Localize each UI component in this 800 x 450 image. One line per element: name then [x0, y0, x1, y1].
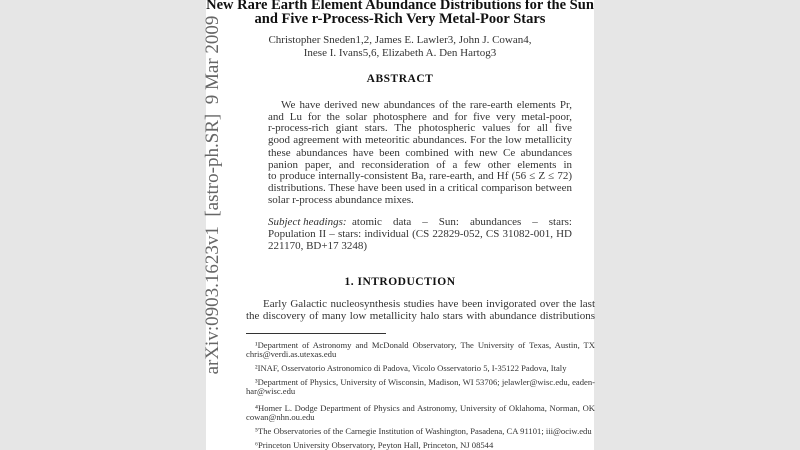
- abstract-line: good agreement with meteoritic abundances. For the low metallicity: [268, 134, 572, 146]
- abstract-line: panion paper, and reconsideration of a few other elements in: [268, 159, 572, 171]
- footnote: ³Department of Physics, University of Wisconsin, Madison, WI 53706; jelawler@wisc.edu, eaden-: [255, 377, 595, 387]
- footnote: ¹Department of Astronomy and McDonald Observatory, The University of Texas, Austin, TX: [255, 340, 595, 350]
- footnote-rule: [246, 333, 386, 334]
- abstract-heading: ABSTRACT: [366, 73, 434, 85]
- footnote: ²INAF, Osservatorio Astronomico di Padova, Vicolo Osservatorio 5, I-35122 Padova, Italy: [255, 363, 567, 373]
- section-heading: 1. INTRODUCTION: [344, 276, 456, 288]
- subject-headings-label: Subject headings:: [268, 216, 347, 228]
- authors-line-1: Christopher Sneden1,2, James E. Lawler3, John J. Cowan4,: [268, 34, 532, 46]
- paper-title-line-1: New Rare Earth Element Abundance Distributions for the Sun: [206, 0, 594, 13]
- subject-headings-line: atomic data – Sun: abundances – stars:: [352, 216, 572, 228]
- footnote: ⁵The Observatories of the Carnegie Institution of Washington, Pasadena, CA 91101; iii@ociw.edu: [255, 426, 592, 436]
- abstract-line: and Lu for the solar photosphere and for five very metal-poor,: [268, 111, 572, 123]
- subject-headings-line: Population II – stars: individual (CS 22829-052, CS 31082-001, HD: [268, 228, 572, 240]
- arxiv-stamp: arXiv:0903.1623v1 [astro-ph.SR] 9 Mar 2009: [202, 15, 223, 375]
- abstract-line: r-process-rich giant stars. The photospheric values for all five: [268, 122, 572, 134]
- footnote: chris@verdi.as.utexas.edu: [246, 349, 337, 359]
- subject-headings-line: 221170, BD+17 3248): [268, 240, 367, 252]
- footnote: ⁶Princeton University Observatory, Peyton Hall, Princeton, NJ 08544: [255, 440, 494, 450]
- footnote: har@wisc.edu: [246, 386, 296, 396]
- abstract-line: distributions. These have been used in a critical comparison between: [268, 182, 572, 194]
- paper-title-line-2: and Five r-Process-Rich Very Metal-Poor Stars: [254, 11, 546, 27]
- abstract-line: these abundances have been combined with new Ce abundances: [268, 147, 572, 159]
- footnote: ⁴Homer L. Dodge Department of Physics and Astronomy, University of Oklahoma, Norman, OK: [255, 403, 595, 413]
- abstract-line: We have derived new abundances of the rare-earth elements Pr,: [281, 99, 572, 111]
- abstract-line: to produce internally-consistent Ba, rare-earth, and Hf (56 ≤ Z ≤ 72): [268, 170, 572, 182]
- abstract-line: solar r-process abundance mixes.: [268, 194, 414, 206]
- intro-line: the discovery of many low metallicity halo stars with abundance distributions: [246, 310, 595, 322]
- intro-line: Early Galactic nucleosynthesis studies have been invigorated over the last: [263, 298, 595, 310]
- footnote: cowan@nhn.ou.edu: [246, 412, 315, 422]
- authors-line-2: Inese I. Ivans5,6, Elizabeth A. Den Hartog3: [303, 47, 497, 59]
